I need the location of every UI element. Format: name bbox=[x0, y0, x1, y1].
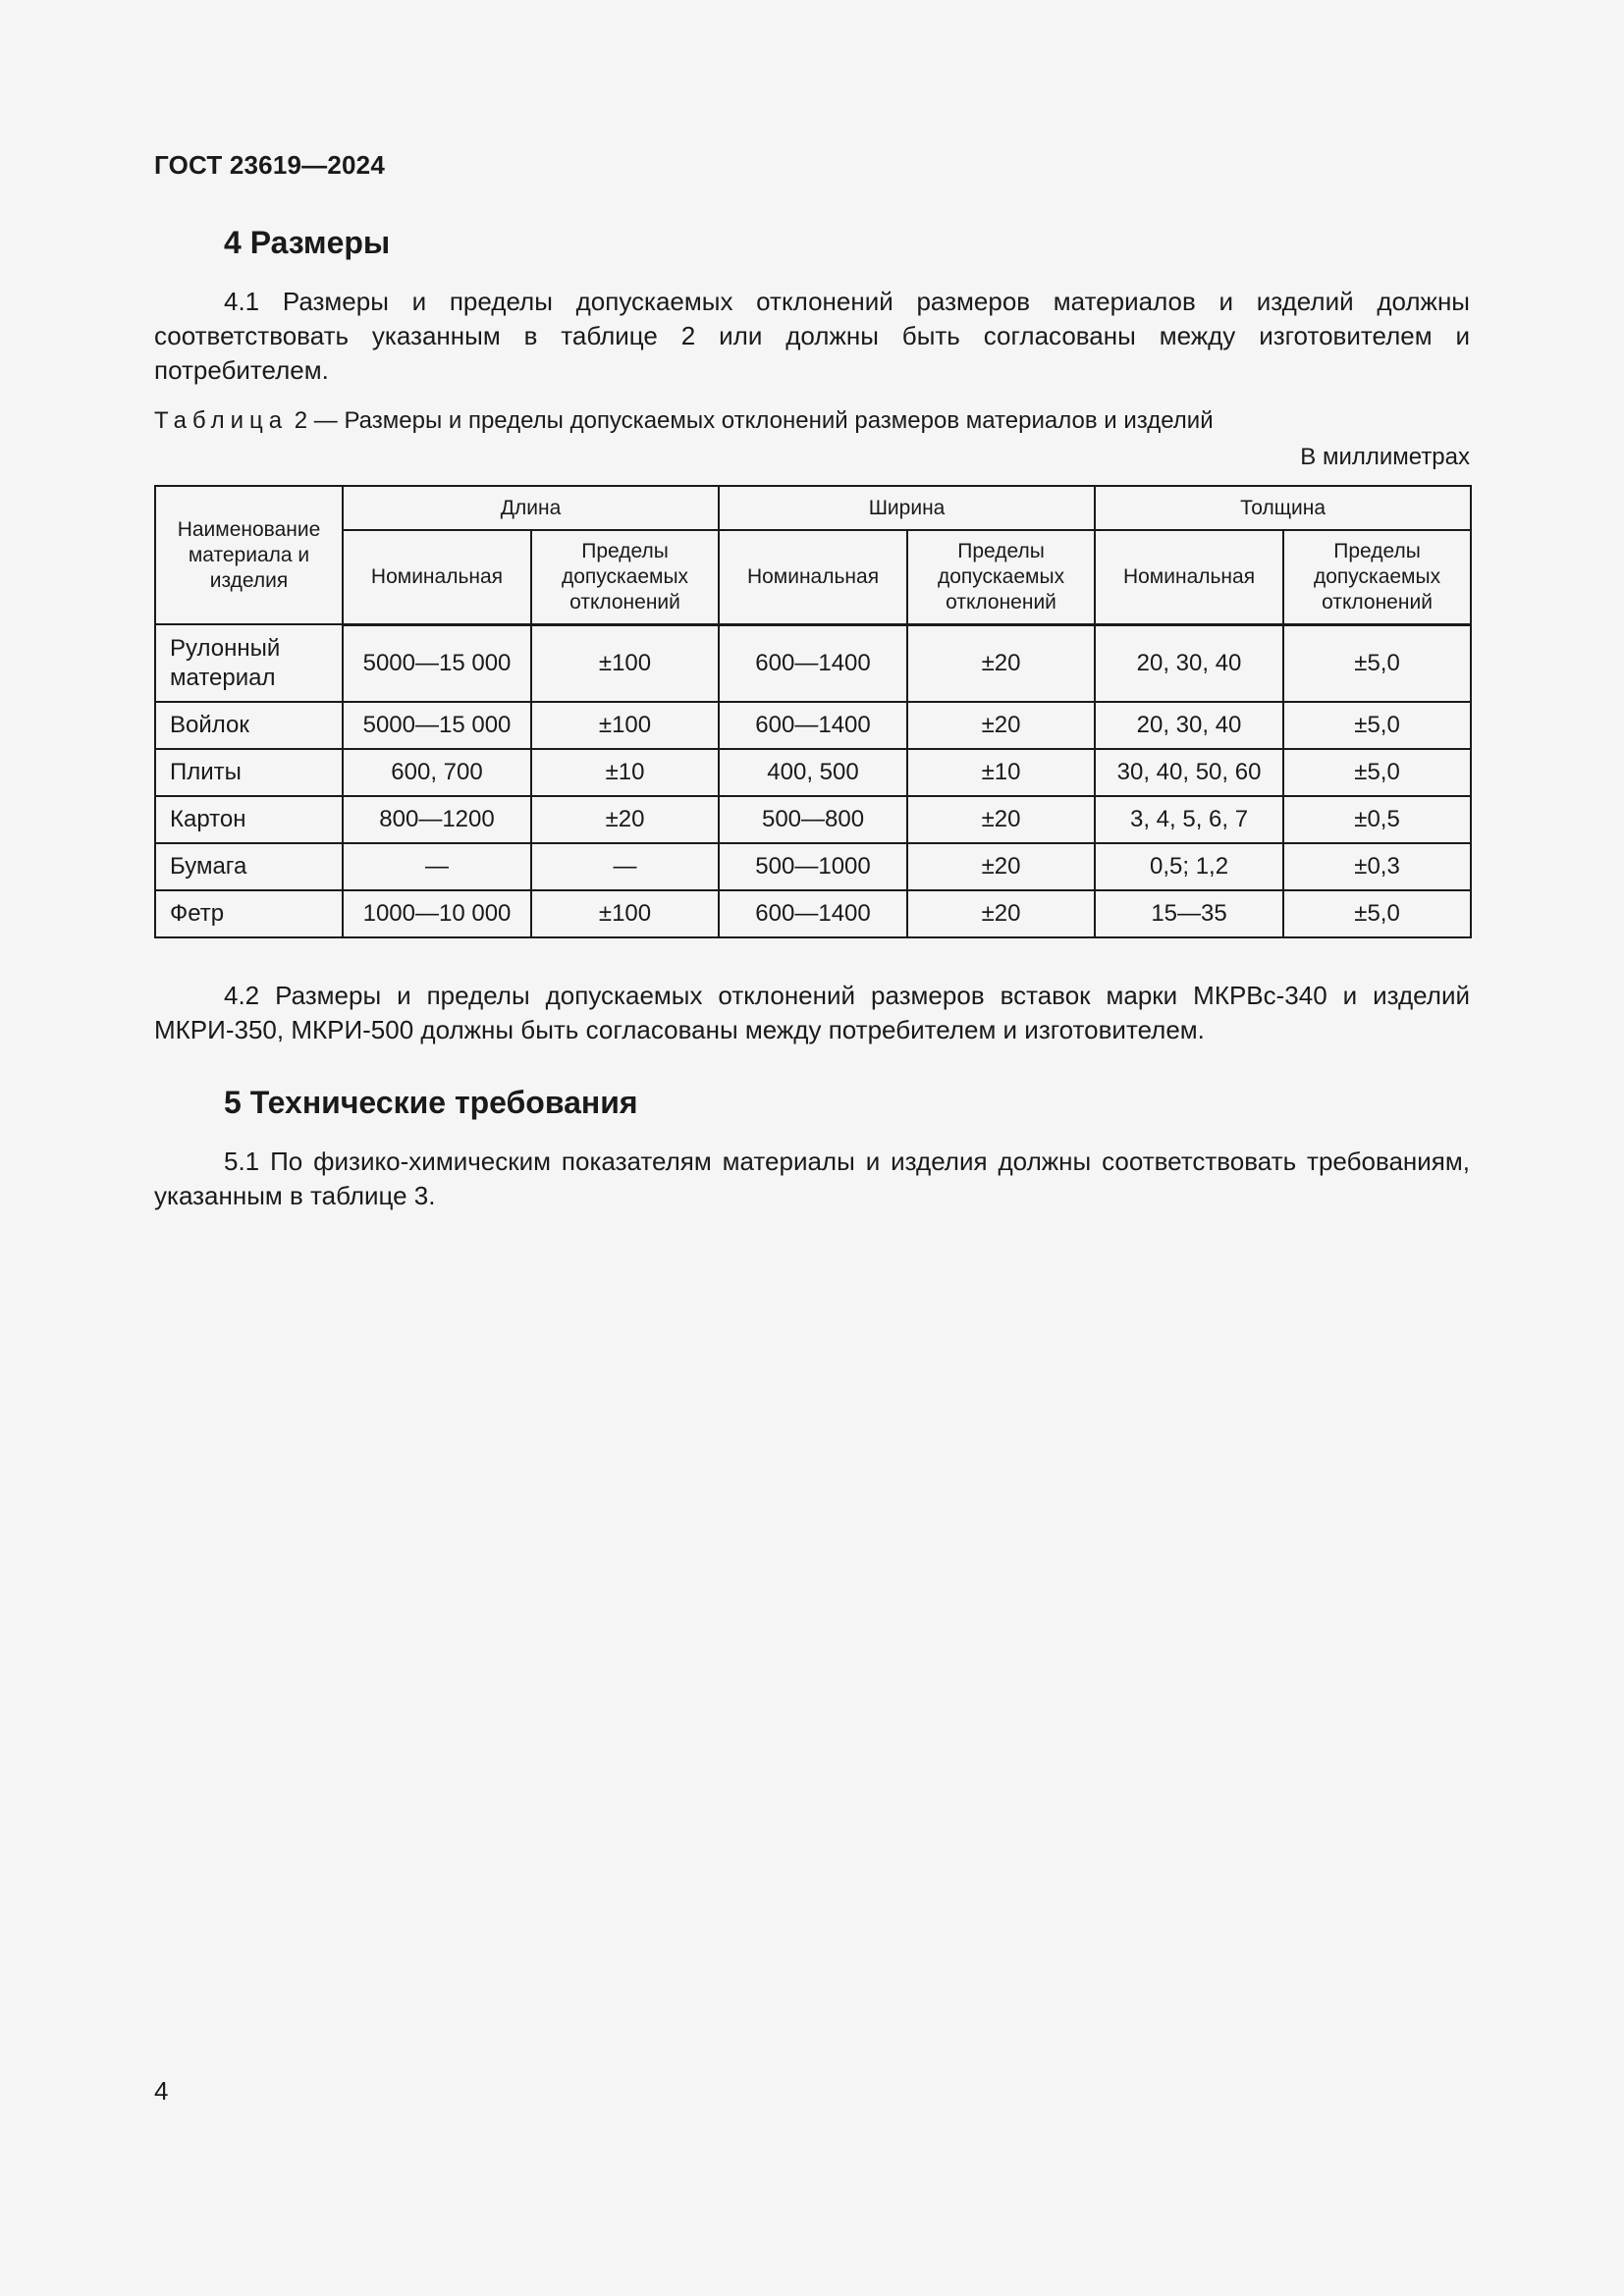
cell-material: Фетр bbox=[155, 890, 343, 937]
cell-length-nominal: 5000—15 000 bbox=[343, 702, 531, 749]
document-page bbox=[154, 0, 1470, 2296]
cell-thickness-limits: ±5,0 bbox=[1283, 624, 1471, 702]
cell-material: Рулонный материал bbox=[155, 624, 343, 702]
table-row bbox=[155, 702, 1471, 749]
table-caption-label: Таблица bbox=[154, 407, 289, 434]
cell-thickness-limits: ±5,0 bbox=[1283, 749, 1471, 796]
cell-material: Картон bbox=[155, 796, 343, 843]
cell-length-limits: ±10 bbox=[531, 749, 719, 796]
cell-length-nominal: — bbox=[343, 843, 531, 890]
table-subheader-row bbox=[155, 530, 1471, 624]
section-5-title: 5 Технические требования bbox=[224, 1085, 638, 1120]
cell-width-limits: ±20 bbox=[907, 843, 1095, 890]
cell-width-nominal: 400, 500 bbox=[719, 749, 907, 796]
cell-width-nominal: 500—1000 bbox=[719, 843, 907, 890]
table-header-row bbox=[155, 486, 1471, 530]
header-thickness: Толщина bbox=[1095, 486, 1471, 530]
section-4-title: 4 Размеры bbox=[224, 225, 391, 260]
header-length-limits: Пределы допускаемых отклонений bbox=[531, 530, 719, 624]
cell-width-limits: ±20 bbox=[907, 890, 1095, 937]
cell-thickness-limits: ±5,0 bbox=[1283, 890, 1471, 937]
cell-thickness-nominal: 20, 30, 40 bbox=[1095, 702, 1283, 749]
cell-length-nominal: 800—1200 bbox=[343, 796, 531, 843]
table-row bbox=[155, 843, 1471, 890]
header-thickness-limits: Пределы допускаемых отклонений bbox=[1283, 530, 1471, 624]
cell-width-nominal: 600—1400 bbox=[719, 890, 907, 937]
table-caption bbox=[154, 407, 1214, 435]
page-number: 4 bbox=[154, 2076, 169, 2106]
cell-width-nominal: 600—1400 bbox=[719, 702, 907, 749]
cell-length-nominal: 1000—10 000 bbox=[343, 890, 531, 937]
paragraph-4-1: 4.1 Размеры и пределы допускаемых отклонений размеров материалов и изделий должны соответствовать указанным в таблице 2 или должны быть согласованы между изготовителем и потребителем. bbox=[154, 287, 1470, 385]
table-row bbox=[155, 890, 1471, 937]
header-thickness-nominal: Номинальная bbox=[1095, 530, 1283, 624]
header-width: Ширина bbox=[719, 486, 1095, 530]
header-length: Длина bbox=[343, 486, 719, 530]
table-row bbox=[155, 749, 1471, 796]
cell-thickness-limits: ±5,0 bbox=[1283, 702, 1471, 749]
paragraph-4-2: 4.2 Размеры и пределы допускаемых отклонений размеров вставок марки МКРВс-340 и изделий МКРИ-350, МКРИ-500 должны быть согласованы между потребителем и изготовителем. bbox=[154, 981, 1470, 1044]
header-length-nominal: Номинальная bbox=[343, 530, 531, 624]
cell-thickness-limits: ±0,5 bbox=[1283, 796, 1471, 843]
dimensions-table bbox=[154, 485, 1472, 938]
cell-length-limits: ±100 bbox=[531, 624, 719, 702]
cell-length-nominal: 600, 700 bbox=[343, 749, 531, 796]
cell-thickness-limits: ±0,3 bbox=[1283, 843, 1471, 890]
cell-thickness-nominal: 0,5; 1,2 bbox=[1095, 843, 1283, 890]
cell-thickness-nominal: 15—35 bbox=[1095, 890, 1283, 937]
cell-material: Войлок bbox=[155, 702, 343, 749]
table-row bbox=[155, 796, 1471, 843]
cell-length-limits: ±20 bbox=[531, 796, 719, 843]
cell-width-limits: ±20 bbox=[907, 702, 1095, 749]
cell-width-limits: ±20 bbox=[907, 624, 1095, 702]
cell-width-limits: ±10 bbox=[907, 749, 1095, 796]
table-caption-text: 2 — Размеры и пределы допускаемых отклонений размеров материалов и изделий bbox=[294, 407, 1214, 434]
cell-width-nominal: 600—1400 bbox=[719, 624, 907, 702]
paragraph-5-1: 5.1 По физико-химическим показателям материалы и изделия должны соответствовать требованиям, указанным в таблице 3. bbox=[154, 1147, 1470, 1210]
cell-length-nominal: 5000—15 000 bbox=[343, 624, 531, 702]
header-width-limits: Пределы допускаемых отклонений bbox=[907, 530, 1095, 624]
header-width-nominal: Номинальная bbox=[719, 530, 907, 624]
cell-length-limits: ±100 bbox=[531, 890, 719, 937]
table-row bbox=[155, 624, 1471, 702]
cell-material: Бумага bbox=[155, 843, 343, 890]
table-units: В миллиметрах bbox=[1300, 444, 1470, 470]
cell-thickness-nominal: 3, 4, 5, 6, 7 bbox=[1095, 796, 1283, 843]
cell-length-limits: ±100 bbox=[531, 702, 719, 749]
header-material-name: Наименование материала и изделия bbox=[155, 486, 343, 624]
document-header: ГОСТ 23619—2024 bbox=[154, 150, 385, 180]
cell-thickness-nominal: 20, 30, 40 bbox=[1095, 624, 1283, 702]
cell-width-limits: ±20 bbox=[907, 796, 1095, 843]
cell-thickness-nominal: 30, 40, 50, 60 bbox=[1095, 749, 1283, 796]
cell-width-nominal: 500—800 bbox=[719, 796, 907, 843]
cell-material: Плиты bbox=[155, 749, 343, 796]
cell-length-limits: — bbox=[531, 843, 719, 890]
